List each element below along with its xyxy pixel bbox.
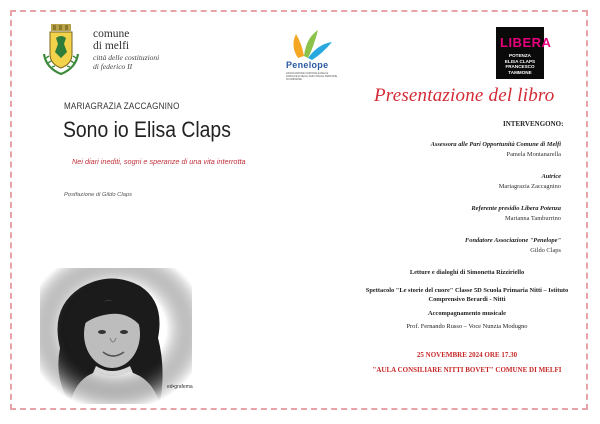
event-heading: Presentazione del libro <box>374 85 555 106</box>
event-venue: "AULA CONSILIARE NITTI BOVET" COMUNE DI MELFI <box>372 366 562 374</box>
comune-name-line2: di melfi <box>93 40 130 52</box>
libera-sub-line3: FRANCESCO TAMMONE <box>505 64 535 75</box>
comune-tagline-line1: città delle costituzioni <box>93 53 160 62</box>
libera-sub-line2: ELISA CLAPS <box>504 58 536 64</box>
spettacolo-line1: Spettacolo "Le storie del cuore" Classe 5D Scuola Primaria Nitti – Istituto <box>365 287 569 294</box>
spettacolo-line2: Comprensivo Berardi - Nitti <box>428 296 506 303</box>
book-title: Sono io Elisa Claps <box>63 117 231 142</box>
penelope-label: Penelope <box>286 60 329 70</box>
letture-line: Letture e dialoghi di Simonetta Rizziriello <box>409 269 525 276</box>
speaker-name: Mariagrazia Zaccagnino <box>498 183 561 190</box>
speaker-role: Referente presidio Libera Potenza <box>471 205 561 212</box>
speaker-name: Marianna Tamburrino <box>504 215 561 222</box>
speaker-role: Assessora alle Pari Opportunità Comune di Melfi <box>430 141 561 148</box>
event-date-time: 25 NOVEMBRE 2024 ORE 17.30 <box>416 351 518 359</box>
speaker-role: Fondatore Associazione "Penelope" <box>465 237 561 244</box>
comune-name <box>93 28 129 52</box>
book-postfazione: Postfazione di Gildo Claps <box>64 192 132 198</box>
comune-tagline <box>93 53 203 71</box>
libera-sub-line1: POTENZA <box>509 53 531 58</box>
comune-name-line1: comune <box>93 28 130 40</box>
publisher-logo: ed•grafema <box>167 384 193 390</box>
speaker-role: Autrice <box>541 173 561 180</box>
speaker-name: Pamela Montanarella <box>506 151 561 158</box>
comune-crest-icon <box>42 24 80 78</box>
intervengono-label: INTERVENGONO: <box>503 120 564 128</box>
accompagnamento-line: Accompagnamento musicale <box>428 310 506 317</box>
musicians-line: Prof. Fernando Russo – Voce Nunzia Modugno <box>406 323 528 330</box>
libera-logo-subtitle <box>498 53 542 75</box>
comune-tagline-line2: di federico II <box>93 62 133 71</box>
book-author: MARIAGRAZIA ZACCAGNINO <box>64 101 180 111</box>
speaker-name: Gildo Claps <box>530 247 561 254</box>
libera-logo-word: LIBERA <box>500 35 552 50</box>
book-subtitle: Nei diari inediti, sogni e speranze di una vita interrotta <box>72 157 246 166</box>
penelope-small-text: ASSOCIAZIONE NAZIONALE DELLE FAMIGLIE E DEGLI AMICI DELLE PERSONE SCOMPARSE <box>286 72 338 81</box>
